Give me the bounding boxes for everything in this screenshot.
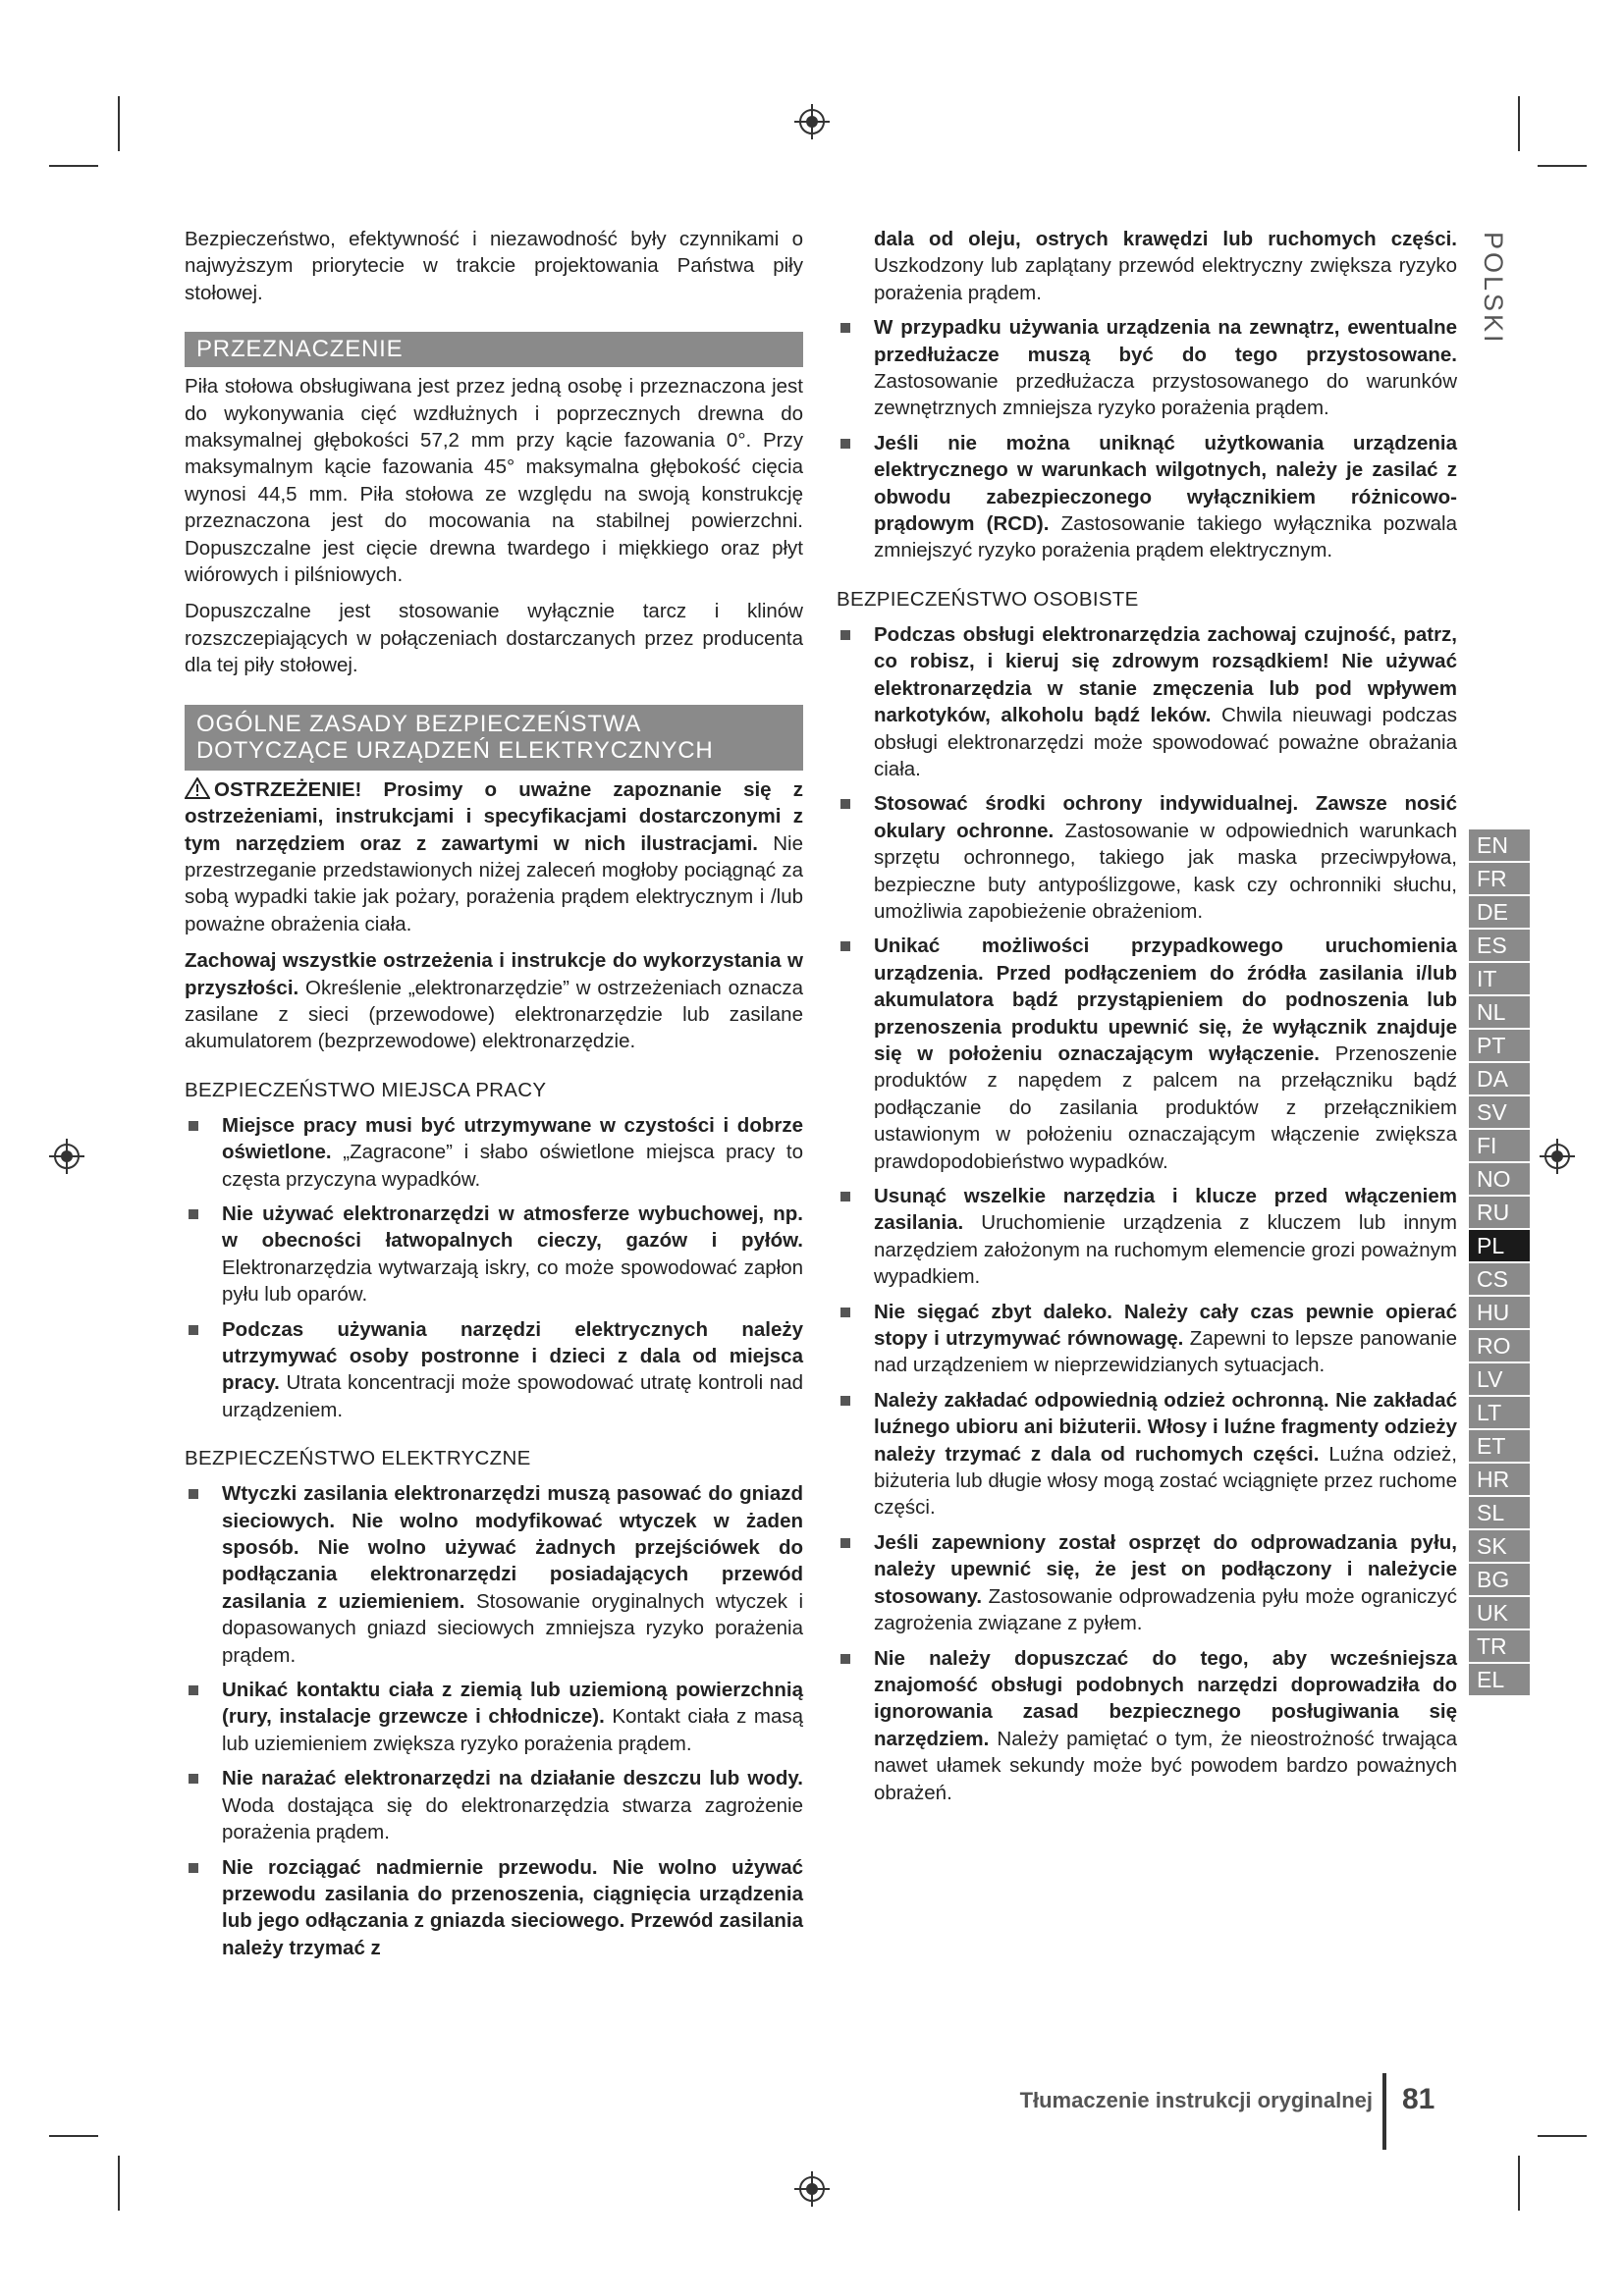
bullet-icon <box>840 439 850 449</box>
item-text: Zastosowanie takiego wyłącznika pozwala zmniejszyć ryzyko porażenia prądem elektrycznym. <box>874 512 1457 562</box>
list-item <box>837 1645 1457 1806</box>
item-bold: Nie rozciągać nadmiernie przewodu. Nie wolno używać przewodu zasilania do przenoszenia, ciągnięcia urządzenia lub jego odłączania z gniazda sieciowego. Przewód zasilania należy trzymać z <box>222 1855 803 1959</box>
general-safety-heading-line: DOTYCZĄCE URZĄDZEŃ ELEKTRYCZNYCH <box>196 736 714 764</box>
language-tab[interactable]: DE <box>1469 896 1530 930</box>
item-bold: Stosować środki ochrony indywidualnej. Zawsze nosić okulary ochronne. <box>874 792 1457 842</box>
language-tab[interactable]: LT <box>1469 1397 1530 1430</box>
footer-divider <box>1382 2073 1386 2150</box>
item-bold: W przypadku używania urządzenia na zewnątrz, ewentualne przedłużacze muszą być do tego przystosowane. <box>874 316 1457 366</box>
list-item-continued <box>837 226 1457 306</box>
warning-text: Nie przestrzeganie przedstawionych niżej zaleceń mogłoby pociągnąć za sobą wypadki takie jak pożary, porażenia prądem elektrycznym i /lub poważne obrażenia ciała. <box>185 831 803 935</box>
language-tab[interactable]: LV <box>1469 1363 1530 1397</box>
item-bold: Należy zakładać odpowiednią odzież ochronną. Nie zakładać luźnego ubioru ani biżuterii. Włosy i luźne fragmenty odzieży należy trzymać z dala od ruchomych części. <box>874 1388 1457 1466</box>
electrical-safety-heading: BEZPIECZEŃSTWO ELEKTRYCZNE <box>185 1447 531 1470</box>
item-bold: Podczas używania narzędzi elektrycznych należy utrzymywać osoby postronne i dzieci z dala od miejsca pracy. <box>222 1317 803 1395</box>
crop-mark <box>1538 165 1587 167</box>
crop-mark <box>1518 96 1520 151</box>
personal-safety-heading: BEZPIECZEŃSTWO OSOBISTE <box>837 587 1139 611</box>
language-tab[interactable]: RO <box>1469 1330 1530 1363</box>
item-bold: Usunąć wszelkie narzędzia i klucze przed włączeniem zasilania. <box>874 1185 1457 1235</box>
item-text: Zapewni to lepsze panowanie nad urządzeniem w nieprzewidzianych sytuacjach. <box>874 1327 1458 1377</box>
warning-triangle-icon <box>185 777 210 799</box>
list-item <box>185 1112 803 1193</box>
bullet-icon <box>840 799 850 809</box>
registration-mark-icon <box>792 2169 832 2209</box>
list-item <box>837 790 1457 925</box>
language-tab[interactable]: UK <box>1469 1597 1530 1630</box>
list-item <box>185 1316 803 1424</box>
item-text: Należy pamiętać o tym, że nieostrożność trwająca nawet ułamek sekundy może być powodem bardzo poważnych obrażeń. <box>874 1727 1457 1804</box>
keep-instructions-paragraph <box>185 947 803 1055</box>
bullet-icon <box>840 630 850 640</box>
workplace-safety-list <box>185 1112 803 1423</box>
list-item <box>837 430 1457 564</box>
language-tab[interactable]: SK <box>1469 1530 1530 1564</box>
bullet-icon <box>840 941 850 951</box>
bullet-icon <box>189 1325 198 1335</box>
language-tab[interactable]: RU <box>1469 1197 1530 1230</box>
language-tab[interactable]: ES <box>1469 930 1530 963</box>
item-bold: Unikać możliwości przypadkowego uruchomienia urządzenia. Przed podłączeniem do źródła zasilania i/lub akumulatora bądź przystąpieniem do podnoszenia lub przenoszenia produktu upewnić się, że wyłącznik znajduje się w położeniu oznaczającym wyłączenie. <box>874 934 1457 1065</box>
language-side-label: POLSKI <box>1479 232 1508 346</box>
registration-mark-icon <box>1538 1137 1577 1176</box>
language-tab[interactable]: ET <box>1469 1430 1530 1464</box>
item-text: Stosowanie oryginalnych wtyczek i dopasowanych gniazd sieciowych zmniejsza ryzyko porażenia prądem. <box>222 1589 804 1667</box>
electrical-safety-list <box>185 1480 803 1961</box>
item-text: „Zagracone” i słabo oświetlone miejsca pracy to częsta przyczyna wypadków. <box>222 1141 803 1191</box>
bullet-icon <box>840 1654 850 1664</box>
warning-paragraph <box>185 776 803 937</box>
item-bold: Nie używać elektronarzędzi w atmosferze wybuchowej, np. w obecności łatwopalnych cieczy, gazów i pyłów. <box>222 1201 803 1253</box>
language-tab[interactable]: HR <box>1469 1464 1530 1497</box>
language-tab[interactable]: CS <box>1469 1263 1530 1297</box>
crop-mark <box>1518 2156 1520 2211</box>
language-tab[interactable]: NL <box>1469 996 1530 1030</box>
item-text: Luźna odzież, biżuteria lub długie włosy mogą zostać wciągnięte przez ruchome części. <box>874 1442 1457 1520</box>
item-text: Zastosowanie w odpowiednich warunkach sprzętu ochronnego, takiego jak maska przeciwpyłowa, bezpieczne buty antypoślizgowe, kask czy ochronniki słuchu, umożliwia zapobieżenie obrażeniom. <box>874 819 1457 923</box>
item-bold: dala od oleju, ostrych krawędzi lub ruchomych części. <box>874 228 1457 250</box>
language-tab[interactable]: IT <box>1469 963 1530 996</box>
language-tabs <box>1469 829 1530 1697</box>
bullet-icon <box>840 1192 850 1201</box>
item-text: Utrata koncentracji może spowodować utratę kontroli nad urządzeniem. <box>222 1371 803 1421</box>
keep-instructions-text: Określenie „elektronarzędzie” w ostrzeżeniach oznacza zasilane z sieci (przewodowe) elektronarzędzie lub zasilane akumulatorem (bezprzewodowe) elektronarzędzie. <box>185 976 804 1053</box>
item-text: Zastosowanie przedłużacza przystosowanego do warunków zewnętrznych zmniejsza ryzyko porażenia prądem. <box>874 370 1457 420</box>
right-column <box>837 226 1457 1814</box>
list-item <box>185 1201 803 1308</box>
item-bold: Nie należy dopuszczać do tego, aby wcześniejsza znajomość obsługi podobnych narzędzi doprowadziła do ignorowania zasad bezpiecznego posługiwania się narzędziem. <box>874 1646 1457 1750</box>
bullet-icon <box>840 1538 850 1548</box>
list-item <box>837 933 1457 1175</box>
personal-safety-list <box>837 621 1457 1806</box>
crop-mark <box>118 96 120 151</box>
language-tab[interactable]: PT <box>1469 1030 1530 1063</box>
item-text: Elektronarzędzia wytwarzają iskry, co może spowodować zapłon pyłu lub oparów. <box>222 1255 803 1307</box>
language-tab[interactable]: EL <box>1469 1664 1530 1697</box>
language-tab[interactable]: SV <box>1469 1096 1530 1130</box>
language-tab[interactable]: NO <box>1469 1163 1530 1197</box>
language-tab[interactable]: TR <box>1469 1630 1530 1664</box>
purpose-heading: PRZEZNACZENIE <box>185 332 803 367</box>
list-item <box>185 1765 803 1845</box>
item-bold: Nie sięgać zbyt daleko. Należy cały czas pewnie opierać stopy i utrzymywać równowagę. <box>874 1300 1457 1351</box>
item-bold: Wtyczki zasilania elektronarzędzi muszą pasować do gniazd sieciowych. Nie wolno modyfikować wtyczek w żaden sposób. Nie wolno używać żadnych przejściówek do podłączania elektronarzędzi posiadających przewód zasilania z uziemieniem. <box>222 1482 803 1613</box>
item-bold: Jeśli zapewniony został osprzęt do odprowadzania pyłu, należy upewnić się, że jest on podłączony i należycie stosowany. <box>874 1530 1457 1608</box>
page-number: 81 <box>1402 2083 1435 2115</box>
workplace-safety-heading: BEZPIECZEŃSTWO MIEJSCA PRACY <box>185 1078 547 1101</box>
purpose-paragraph: Piła stołowa obsługiwana jest przez jedną osobę i przeznaczona jest do wykonywania cięć wzdłużnych i poprzecznych drewna do maksymalnej głębokości 57,2 mm przy kącie fazowania 0°. Przy maksymalnym kącie fazowania 45° maksymalna głębokość cięcia wynosi 44,5 mm. Piła stołowa ze względu na swoją konstrukcję przeznaczona jest do mocowania na stabilnej powierzchni. Dopuszczalne jest cięcie drewna twardego i miękkiego oraz płyt wiórowych i pilśniowych. <box>185 375 803 587</box>
item-bold: Miejsce pracy musi być utrzymywane w czystości i dobrze oświetlone. <box>222 1113 803 1164</box>
list-item <box>837 1183 1457 1291</box>
crop-mark <box>49 165 98 167</box>
item-text: Przenoszenie produktów z napędem z palcem na przełączniku bądź podłączanie do zasilania produktów z przełącznikiem ustawionym w położeniu oznaczającym włączenie zwiększa prawdopodobieństwo wypadków. <box>874 1041 1457 1173</box>
crop-mark <box>118 2156 120 2211</box>
bullet-icon <box>840 1396 850 1406</box>
bullet-icon <box>189 1774 198 1784</box>
item-bold: Jeśli nie można uniknąć użytkowania urządzenia elektrycznego w warunkach wilgotnych, należy je zasilać z obwodu zabezpieczonego wyłącznikiem różnicowo-prądowym (RCD). <box>874 431 1457 536</box>
footer-text: Tłumaczenie instrukcji oryginalnej <box>1019 2088 1373 2112</box>
item-text: Kontakt ciała z masą lub uziemieniem zwiększa ryzyko porażenia prądem. <box>222 1705 803 1755</box>
registration-mark-icon <box>792 102 832 141</box>
bullet-icon <box>189 1685 198 1695</box>
list-item <box>185 1677 803 1757</box>
crop-mark <box>49 2135 98 2137</box>
bullet-icon <box>189 1121 198 1131</box>
list-item <box>185 1854 803 1962</box>
item-text: Zastosowanie odprowadzenia pyłu może ograniczyć zagrożenia związane z pyłem. <box>874 1584 1457 1635</box>
bullet-icon <box>189 1209 198 1219</box>
list-item <box>837 1529 1457 1637</box>
item-text: Chwila nieuwagi podczas obsługi elektronarzędzi może spowodować poważne obrażania ciała. <box>874 704 1457 780</box>
language-tab[interactable]: BG <box>1469 1564 1530 1597</box>
language-tab[interactable]: FR <box>1469 863 1530 896</box>
general-safety-heading <box>185 705 803 771</box>
list-item <box>185 1480 803 1669</box>
bullet-icon <box>840 323 850 333</box>
general-safety-heading-line: OGÓLNE ZASADY BEZPIECZEŃSTWA <box>196 710 642 737</box>
list-item <box>837 1387 1457 1522</box>
list-item <box>837 621 1457 782</box>
electrical-safety-list-continued <box>837 226 1457 564</box>
purpose-paragraph: Dopuszczalne jest stosowanie wyłącznie tarcz i klinów rozszczepiających w połączeniach dostarczanych przez producenta dla tej piły stołowej. <box>185 600 803 677</box>
language-tab[interactable]: HU <box>1469 1297 1530 1330</box>
item-bold: Unikać kontaktu ciała z ziemią lub uziemioną powierzchnią (rury, instalacje grzewcze i chłodnicze). <box>222 1679 803 1729</box>
bullet-icon <box>189 1489 198 1499</box>
left-column <box>185 226 803 1969</box>
item-bold: Nie narażać elektronarzędzi na działanie deszczu lub wody. <box>222 1767 803 1790</box>
language-tab[interactable]: SL <box>1469 1497 1530 1530</box>
list-item <box>837 314 1457 422</box>
item-text: Woda dostająca się do elektronarzędzia stwarza zagrożenie porażenia prądem. <box>222 1793 803 1844</box>
keep-instructions-bold: Zachowaj wszystkie ostrzeżenia i instrukcje do wykorzystania w przyszłości. <box>185 949 803 999</box>
crop-mark <box>1538 2135 1587 2137</box>
registration-mark-icon <box>47 1137 86 1176</box>
bullet-icon <box>840 1308 850 1317</box>
item-text: Uszkodzony lub zaplątany przewód elektryczny zwiększa ryzyko porażenia prądem. <box>874 254 1457 304</box>
language-tab-active[interactable]: PL <box>1469 1230 1530 1263</box>
item-text: Uruchomienie urządzenia z kluczem lub innym narzędziem założonym na ruchomym elemencie grozi poważnym wypadkiem. <box>874 1211 1457 1289</box>
language-tab[interactable]: FI <box>1469 1130 1530 1163</box>
language-tab[interactable]: EN <box>1469 829 1530 863</box>
warning-bold: OSTRZEŻENIE! Prosimy o uważne zapoznanie się z ostrzeżeniami, instrukcjami i specyfikacjami dostarczonymi z tym narzędziem oraz z zawartymi w nich ilustracjami. <box>185 777 803 855</box>
language-tab[interactable]: DA <box>1469 1063 1530 1096</box>
list-item <box>837 1299 1457 1379</box>
intro-paragraph: Bezpieczeństwo, efektywność i niezawodność były czynnikami o najwyższym priorytecie w trakcie projektowania Państwa piły stołowej. <box>185 228 803 304</box>
bullet-icon <box>189 1863 198 1873</box>
item-bold: Podczas obsługi elektronarzędzia zachowaj czujność, patrz, co robisz, i kieruj się zdrowym rozsądkiem! Nie używać elektronarzędzia w stanie zmęczenia lub pod wpływem narkotyków, alkoholu bądź leków. <box>874 622 1457 727</box>
